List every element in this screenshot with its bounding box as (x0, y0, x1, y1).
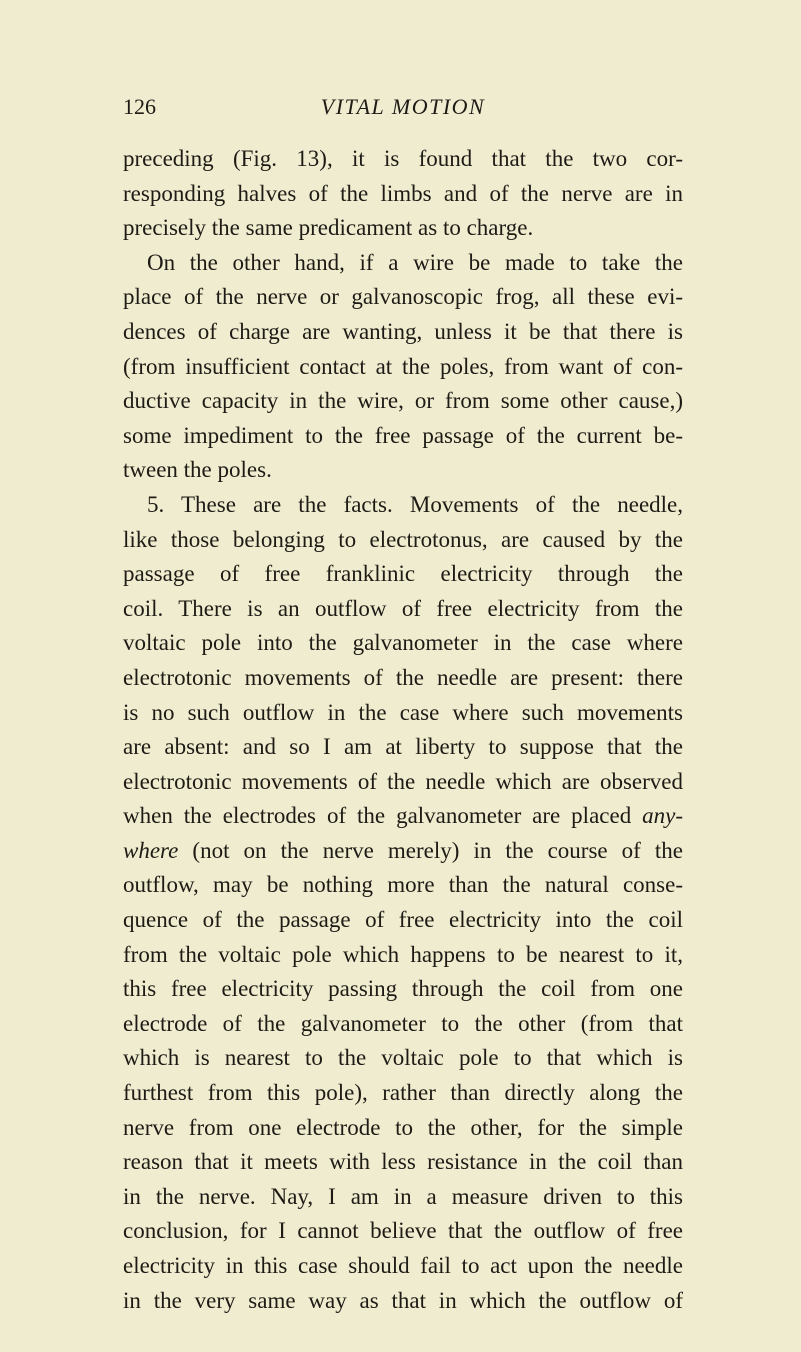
text-line: passage of free franklinic electricity through the (123, 561, 683, 587)
text-segment: when the electrodes of the galvanometer are placed (123, 803, 632, 829)
text-line: which is nearest to the voltaic pole to that which is (123, 1045, 683, 1071)
text-line: in the nerve. Nay, I am in a measure driven to this (123, 1183, 683, 1209)
text-line: some impediment to the free passage of the current be- (123, 422, 683, 448)
text-line: precisely the same predicament as to charge. (123, 215, 534, 241)
text-line: in the very same way as that in which the outflow of (123, 1287, 683, 1313)
text-line: outflow, may be nothing more than the natural conse- (123, 872, 683, 898)
text-line: electrotonic movements of the needle which are observed (123, 768, 683, 794)
text-line: ductive capacity in the wire, or from some other cause,) (123, 388, 683, 414)
text-line: electrode of the galvanometer to the other (from that (123, 1010, 683, 1036)
text-line: place of the nerve or galvanoscopic frog, all these evi- (123, 284, 683, 310)
text-line: electricity in this case should fail to act upon the needle (123, 1253, 683, 1278)
italic-word: where (123, 837, 179, 863)
text-line: preceding (Fig. 13), it is found that the two cor- (123, 146, 683, 171)
text-line: tween the poles. (123, 457, 272, 483)
text-line: conclusion, for I cannot believe that the outflow of free (123, 1218, 683, 1244)
body-text (123, 142, 683, 1318)
text-line: On the other hand, if a wire be made to take the (147, 249, 683, 275)
text-line: coil. There is an outflow of free electricity from the (123, 595, 683, 621)
text-line: reason that it meets with less resistance in the coil than (123, 1149, 683, 1175)
italic-word: any- (642, 803, 683, 829)
text-line: is no such outflow in the case where such movements (123, 699, 683, 725)
page-number: 126 (123, 94, 156, 119)
text-line: this free electricity passing through the coil from one (123, 976, 683, 1002)
text-line: are absent: and so I am at liberty to suppose that the (123, 734, 683, 760)
text-line: furthest from this pole), rather than directly along the (123, 1080, 683, 1106)
text-line: (from insufficient contact at the poles, from want of con- (123, 353, 683, 379)
text-line: nerve from one electrode to the other, for the simple (123, 1114, 683, 1140)
text-line: from the voltaic pole which happens to be nearest to it, (123, 941, 683, 967)
text-line: where (not on the nerve merely) in the course of the (123, 837, 683, 863)
text-line: like those belonging to electrotonus, are caused by the (123, 526, 683, 552)
running-title: VITAL MOTION (320, 94, 486, 119)
running-head (123, 90, 683, 124)
text-line: 5. These are the facts. Movements of the needle, (147, 491, 683, 517)
text-line: quence of the passage of free electricity into the coil (123, 907, 683, 933)
text-line: electrotonic movements of the needle are present: there (123, 664, 683, 690)
text-line: voltaic pole into the galvanometer in the case where (123, 630, 683, 656)
text-line-with-italic (123, 799, 683, 834)
text-line: dences of charge are wanting, unless it be that there is (123, 318, 683, 344)
text-line: responding halves of the limbs and of the nerve are in (123, 180, 683, 206)
